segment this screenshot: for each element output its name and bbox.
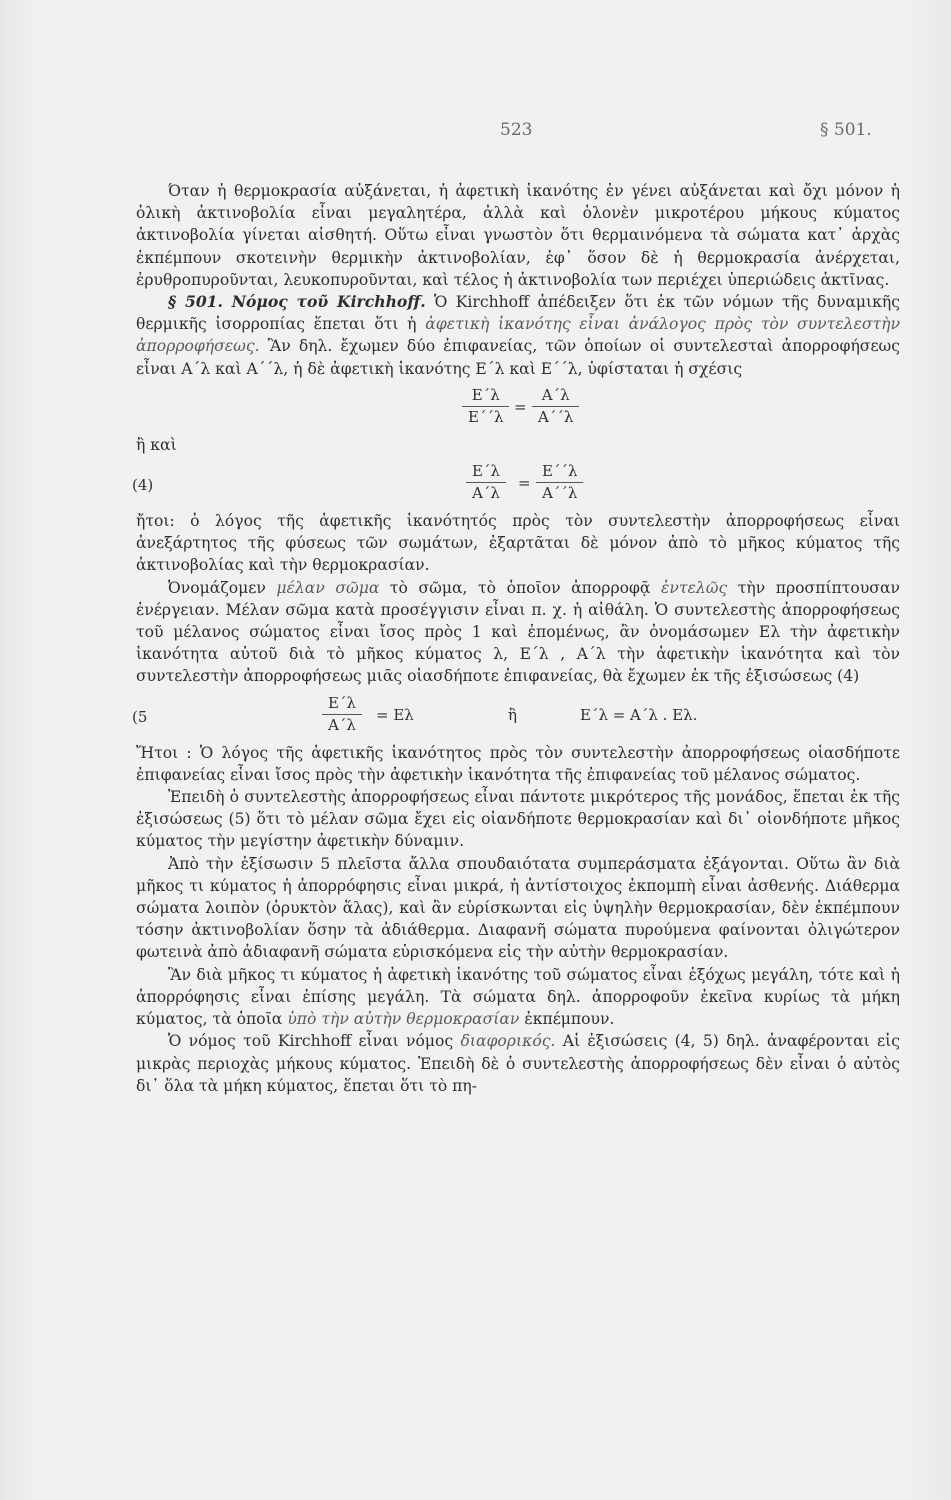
section-number: § 501. bbox=[168, 292, 223, 312]
body-text bbox=[132, 180, 900, 1097]
section-reference: § 501. bbox=[820, 120, 872, 140]
fraction bbox=[322, 694, 362, 735]
fraction-bar bbox=[536, 482, 583, 483]
fraction-left bbox=[462, 386, 509, 427]
equation-rhs: = Ελ bbox=[376, 705, 414, 724]
kirchhoff-text-a: Ὁ Kirchhoff ἀπέδειξεν ὅτι ἐκ τῶν νόμων τῆς δυναμικῆς θερμικῆς ἰσορροπίας ἕπεται ὅτι ἡ bbox=[136, 293, 900, 334]
equation-or: ἢ bbox=[508, 705, 517, 724]
section-heading bbox=[168, 292, 426, 311]
paragraph-since: Ἐπειδὴ ὁ συντελεστὴς ἀπορροφήσεως εἶναι πάντοτε μικρότερος τῆς μονάδος, ἕπεται ἐκ τῆς ἐξισώσεως (5) ὅτι τὸ μέλαν σῶμα ἔχει εἰς οἱανδήποτε θερμοκρασίαν καὶ δι᾽ οἱονδήποτε μῆκος κύματος τὴν μεγίστην ἀφετικὴν δύναμιν. bbox=[136, 788, 900, 851]
law-text-a: Ὁ νόμος τοῦ Kirchhoff εἶναι νόμος bbox=[168, 1032, 454, 1051]
equation-label: (5 bbox=[132, 707, 148, 726]
paragraph-differential-law bbox=[136, 1030, 900, 1097]
paragraph-consequences: Ἀπὸ τὴν ἐξίσωσιν 5 πλεῖστα ἄλλα σπουδαιότατα συμπεράσματα ἐξάγονται. Οὕτω ἂν διὰ μῆκος τι κύματος ἡ ἀπορρόφησις εἶναι μικρά, ἡ ἀντίστοιχος ἐκπομπὴ εἶναι ἀσθενής. Διάθερμα σώματα λοιπὸν (ὀρυκτὸν ἅλας), καὶ ἂν εὑρίσκωνται εἰς ὑψηλὴν θερμοκρασίαν, δὲν ἐκπέμπουν τόσην ἀκτινοβολίαν ὅσην τὰ ἀδιάθερμα. Διαφανῆ σώματα πυρούμενα φαίνονται ὀλιγώτερον φωτεινὰ ἀπὸ ἀδιαφανῆ σώματα εὑρισκόμενα εἰς τὴν αὐτὴν θερμοκρασίαν. bbox=[136, 854, 900, 962]
paragraph-htoi-2: Ἤτοι : Ὁ λόγος τῆς ἀφετικῆς ἱκανότητος πρὸς τὸν συντελεστὴν ἀπορροφήσεως οἱασδήποτε ἐπιφανείας εἶναι ἴσος πρὸς τὴν ἀφετικὴν ἱκανότητα τῆς ἐπιφανείας τοῦ μέλανος σώματος. bbox=[136, 743, 900, 784]
law-italic: διαφορικός. bbox=[460, 1032, 556, 1051]
denominator: Α΄λ bbox=[328, 715, 356, 734]
paragraph-htoi-1: ἤτοι: ὁ λόγος τῆς ἀφετικῆς ἱκανότητός πρὸς τὸν συντελεστὴν ἀπορροφήσεως εἶναι ἀνεξάρτητος τῆς φύσεως τῶν σωμάτων, ἐξαρτᾶται δὲ μόνον ἀπὸ τὸ μῆκος κύματος τῆς ἀκτινοβολίας καὶ τὴν θερμοκρασίαν. bbox=[136, 512, 900, 575]
fraction-right bbox=[532, 386, 579, 427]
fraction-right bbox=[536, 462, 583, 503]
black-body-text-c: τὴν προσπίπτουσαν ἐνέργειαν. Μέλαν σῶμα κατὰ προσέγγισιν εἶναι π. χ. ἡ αἰθάλη. Ὁ συντελεστὴς ἀπορροφήσεως τοῦ μέλανος σώματος εἶναι ἴσος πρὸς 1 καὶ ἐπομένως, ἂν ὀνομάσωμεν Ελ τὴν ἀφετικὴν ἱκανότητα αὐτοῦ διὰ τὸ μῆκος κύματος λ, Ε΄λ , Α΄λ τὴν ἀφετικὴν ἱκανότητα καὶ τὸν συντελεστὴν ἀπορροφήσεως μιᾶς οἱασδήποτε ἐπιφανείας, θὰ ἔχωμεν ἐκ τῆς ἐξισώσεως (4) bbox=[136, 578, 900, 686]
equation-4 bbox=[132, 458, 900, 508]
denominator: Ε΄΄λ bbox=[468, 407, 504, 426]
numerator: Ε΄λ bbox=[471, 385, 500, 404]
fraction-bar bbox=[462, 406, 509, 407]
fraction-bar bbox=[532, 406, 579, 407]
black-body-emphasis: ἐντελῶς bbox=[661, 578, 728, 597]
equation-label: (4) bbox=[132, 476, 154, 495]
absorption-italic: ὑπὸ τὴν αὐτὴν θερμοκρασίαν bbox=[287, 1010, 520, 1029]
fraction-bar bbox=[466, 482, 506, 483]
absorption-text-a: Ἂν διὰ μῆκος τι κύματος ἡ ἀφετικὴ ἱκανότης τοῦ σώματος εἶναι ἐξόχως μεγάλη, τότε καὶ ἡ ἀπορρόφησις εἶναι ἐπίσης μεγάλη. Τὰ σώματα δηλ. ἀπορροφοῦν ἐκεῖνα κυρίως τὰ μήκη κύματος, τὰ ὁποῖα bbox=[136, 965, 900, 1029]
denominator: Α΄΄λ bbox=[538, 407, 574, 426]
paragraph-kirchhoff bbox=[136, 291, 900, 380]
or-label: ἢ καὶ bbox=[136, 435, 177, 454]
paragraph-black-body bbox=[136, 577, 900, 688]
page-header bbox=[0, 120, 951, 144]
equation-alt: Ε΄λ = Α΄λ . Ελ. bbox=[580, 705, 698, 724]
numerator: Α΄λ bbox=[541, 385, 570, 404]
black-body-term: μέλαν σῶμα bbox=[276, 578, 380, 597]
kirchhoff-text-b: Ἂν δηλ. ἔχωμεν δύο ἐπιφανείας, τῶν ὁποίων οἱ συντελεσταὶ ἀπορροφήσεως εἶναι Α΄λ καὶ Α΄΄λ, ἡ δὲ ἀφετικὴ ἱκανότης Ε΄λ καὶ Ε΄΄λ, ὑφίσταται ἡ σχέσις bbox=[136, 337, 900, 378]
black-body-text-a: Ὀνομάζομεν bbox=[168, 578, 266, 597]
numerator: Ε΄λ bbox=[472, 462, 500, 481]
fraction-bar bbox=[322, 714, 362, 715]
denominator: Α΄λ bbox=[472, 484, 500, 503]
denominator: Α΄΄λ bbox=[542, 484, 578, 503]
numerator: Ε΄΄λ bbox=[542, 462, 578, 481]
numerator: Ε΄λ bbox=[328, 693, 356, 712]
equals-sign: = bbox=[514, 397, 527, 416]
equals-sign: = bbox=[518, 474, 531, 493]
fraction-left bbox=[466, 462, 506, 503]
black-body-text-b: τὸ σῶμα, τὸ ὁποῖον ἀπορροφᾷ bbox=[389, 578, 651, 597]
equation-ratio bbox=[136, 382, 900, 432]
kirchhoff-italic: ἀφετικὴ ἱκανότης εἶναι ἀνάλογος πρὸς τὸν συντελεστὴν ἀπορροφήσεως. bbox=[136, 315, 900, 356]
absorption-text-b: ἐκπέμπουν. bbox=[524, 1010, 615, 1029]
paragraph-absorption bbox=[136, 964, 900, 1031]
law-text-b: Αἱ ἐξισώσεις (4, 5) δηλ. ἀναφέρονται εἰς μικρὰς περιοχὰς μήκους κύματος. Ἐπειδὴ δὲ ὁ συντελεστὴς ἀπορροφήσεως δὲν εἶναι ὁ αὐτὸς δι᾽ ὅλα τὰ μήκη κύματος, ἕπεται ὅτι τὸ πη- bbox=[136, 1032, 900, 1095]
section-title: Νόμος τοῦ Kirchhoff. bbox=[231, 292, 426, 312]
page-number: 523 bbox=[500, 120, 533, 140]
equation-5 bbox=[132, 690, 900, 740]
paragraph-temperature: Όταν ἡ θερμοκρασία αὐξάνεται, ἡ ἀφετικὴ ἱκανότης ἐν γένει αὐξάνεται καὶ ὄχι μόνον ἡ ὁλικὴ ἀκτινοβολία εἶναι μεγαλητέρα, ἀλλὰ καὶ ὁλονὲν μικροτέρου μήκους κύματος ἀκτινοβολία γίνεται αἰσθητή. Οὕτω εἶναι γνωστὸν ὅτι θερμαινόμενα τὰ σώματα κατ᾽ ἀρχὰς ἐκπέμπουν σκοτεινὴν θερμικὴν ἀκτινοβολίαν, ἐφ᾽ ὅσον δὲ ἡ θερμοκρασία ἀνέρχεται, ἐρυθροπυροῦνται, λευκοπυροῦνται, καὶ τέλος ἡ ἀκτινοβολία των περιέχει ὑπεριώδεις ἀκτῖνας. bbox=[136, 182, 900, 289]
